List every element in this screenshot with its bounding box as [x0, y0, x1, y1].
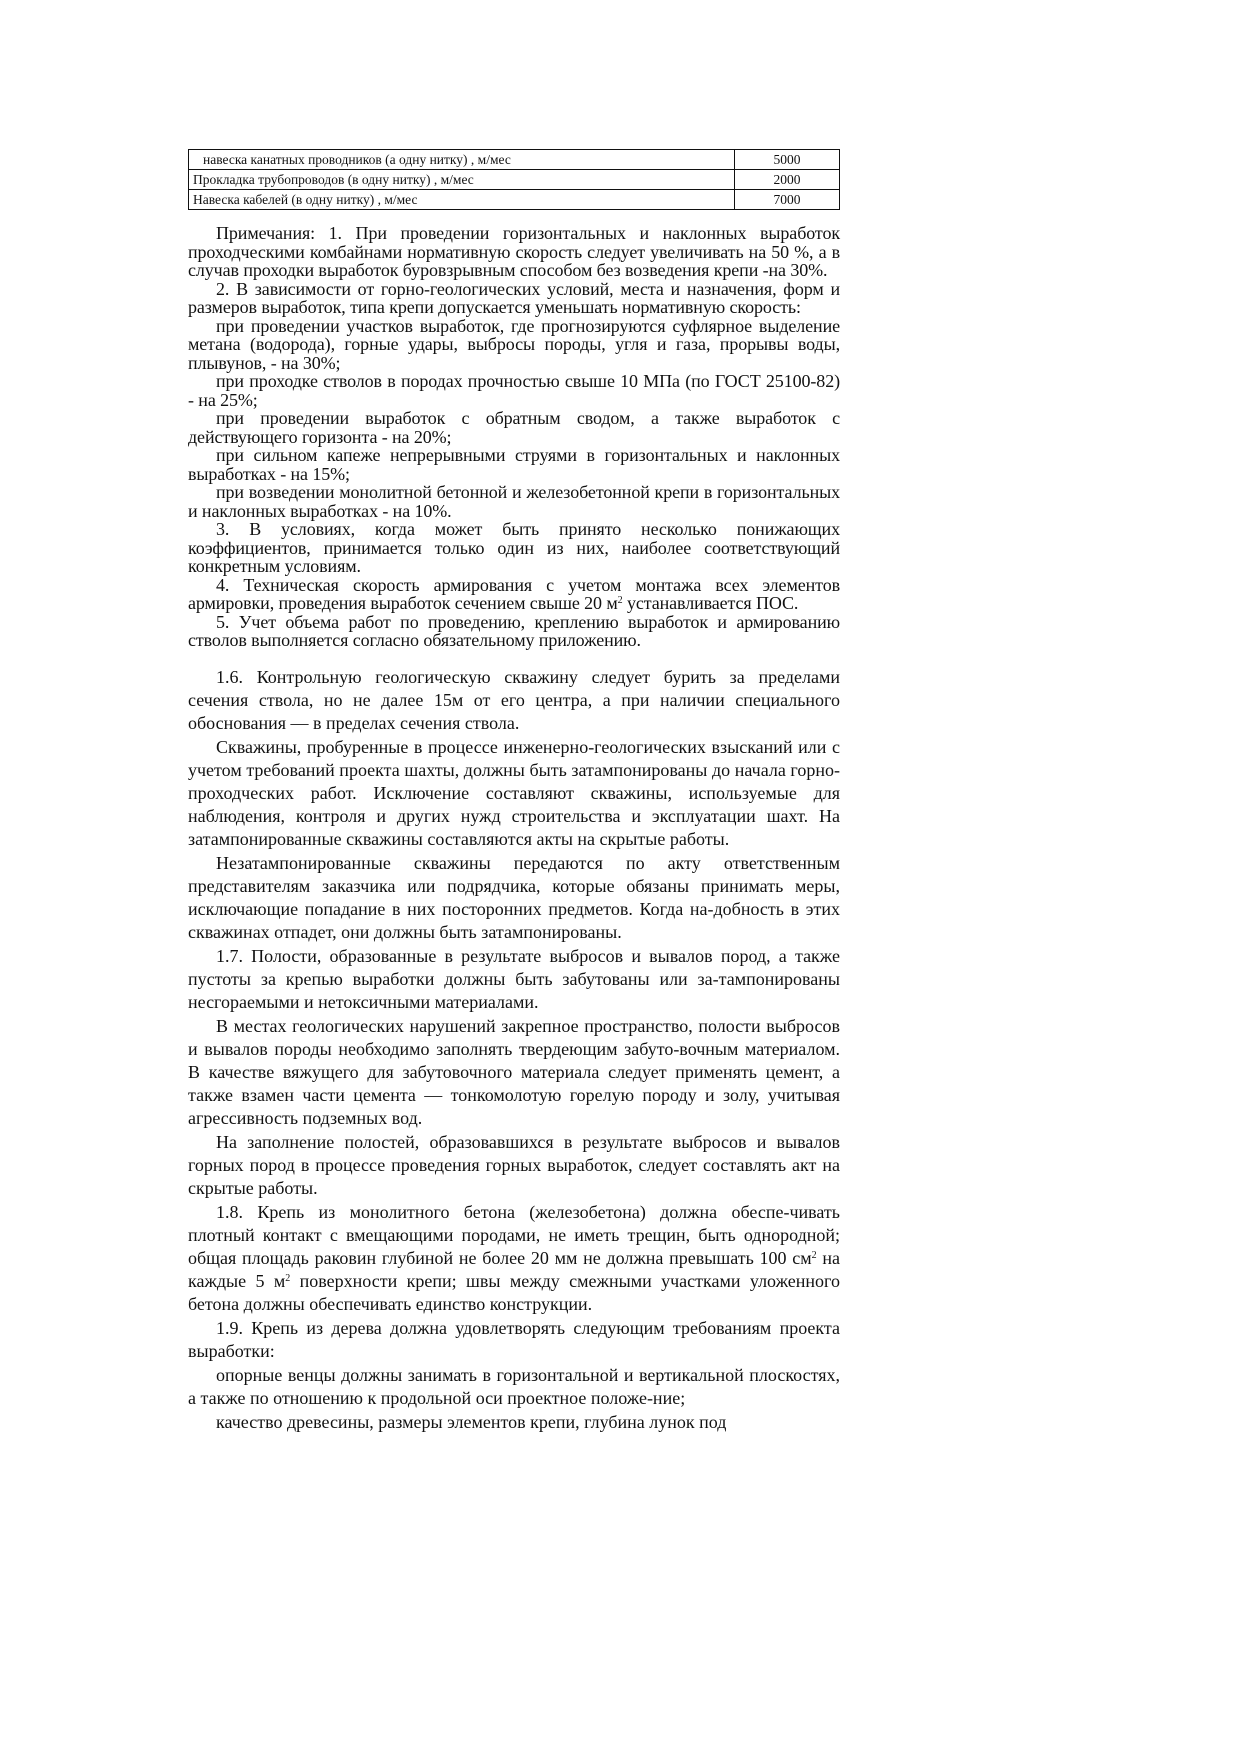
table-cell-value: 7000	[735, 190, 840, 210]
note-paragraph: при проходке стволов в породах прочностью свыше 10 МПа (по ГОСТ 25100-82) - на 25%;	[188, 371, 840, 410]
superscript: 2	[617, 595, 623, 606]
body-paragraph: На заполнение полостей, образовавшихся в результате выбросов и вывалов горных пород в процессе проведения горных выработок, следует составлять акт на скрытые работы.	[188, 1131, 840, 1198]
body-text: на каждые 5 м	[188, 1247, 840, 1291]
table-row	[189, 190, 840, 210]
body-paragraph: качество древесины, размеры элементов крепи, глубина лунок под	[216, 1411, 727, 1432]
page-content	[188, 149, 840, 1435]
body-paragraph: Незатампонированные скважины передаются по акту ответственным представителям заказчика или подрядчика, которые обязаны принимать меры, исключающие попадание в них посторонних предметов. Когда на-добность в этих скважинах отпадет, они должны быть затампонированы.	[188, 852, 840, 942]
body-paragraph: 1.6. Контрольную геологическую скважину следует бурить за пределами сечения ствола, но не далее 15м от его центра, а при наличии специального обоснования — в пределах сечения ствола.	[188, 666, 840, 733]
note-paragraph: 3. В условиях, когда может быть принято несколько понижающих коэффициентов, принимается только один из них, наиболее соответствующий конкретным условиям.	[188, 519, 840, 576]
body-text: поверхности крепи; швы между смежными участками уложенного бетона должны обеспечивать единство конструкции.	[188, 1270, 840, 1314]
note-text: 4. Техническая скорость армирования с учетом монтажа всех элементов армировки, проведения выработок сечением свыше 20 м	[188, 574, 840, 613]
note-paragraph: 5. Учет объема работ по проведению, креплению выработок и армированию стволов выполняется согласно обязательному приложению.	[188, 611, 840, 650]
body-text: 1.8. Крепь из монолитного бетона (железобетона) должна обеспе-чивать плотный контакт с вмещающими породами, не иметь трещин, быть однородной; общая площадь раковин глубиной не более 20 мм не должна превышать 100 см	[188, 1201, 840, 1268]
table-cell-value: 2000	[735, 170, 840, 190]
superscript: 2	[811, 1249, 817, 1261]
table-cell-value: 5000	[735, 150, 840, 170]
note-paragraph: Примечания: 1. При проведении горизонтальных и наклонных выработок проходческими комбайнами нормативную скорость следует увеличивать на 50 %, а в случав проходки выработок буровзрывным способом без возведения крепи -на 30%.	[188, 223, 840, 280]
norms-table	[188, 149, 840, 210]
table-cell-label: Навеска кабелей (в одну нитку) , м/мес	[189, 190, 735, 210]
body-paragraph: опорные венцы должны занимать в горизонтальной и вертикальной плоскостях, а также по отношению к продольной оси проектное положе-ние;	[188, 1364, 840, 1408]
note-paragraph: при проведении участков выработок, где прогнозируются суфлярное выделение метана (водорода), горные удары, выбросы породы, угля и газа, прорывы воды, плывунов, - на 30%;	[188, 315, 840, 373]
body-paragraph	[188, 1201, 840, 1316]
body-paragraph: В местах геологических нарушений закрепное пространство, полости выбросов и вывалов породы необходимо заполнять твердеющим забуто-вочным материалом. В качестве вяжущего для забутовочного материала следует применять цемент, а также взамен части цемента — тонкомолотую горелую породу и золу, учитывая агрессивность подземных вод.	[188, 1015, 840, 1128]
note-paragraph	[188, 576, 840, 613]
body-section	[188, 666, 840, 1434]
note-text: устанавливается ПОС.	[622, 593, 799, 613]
note-paragraph: 2. В зависимости от горно-геологических условий, места и назначения, форм и размеров выработок, типа крепи допускается уменьшать нормативную скорость:	[188, 278, 840, 317]
body-paragraph: 1.9. Крепь из дерева должна удовлетворять следующим требованиям проекта выработки:	[188, 1317, 840, 1361]
table-row	[189, 150, 840, 170]
superscript: 2	[285, 1272, 291, 1284]
table-cell-label: Прокладка трубопроводов (в одну нитку) , м/мес	[189, 170, 735, 190]
table-row	[189, 170, 840, 190]
note-paragraph: при сильном капеже непрерывными струями в горизонтальных и наклонных выработках - на 15%;	[188, 445, 840, 484]
note-paragraph: при возведении монолитной бетонной и железобетонной крепи в горизонтальных и наклонных выработках - на 10%.	[188, 482, 840, 521]
body-paragraph: Скважины, пробуренные в процессе инженерно-геологических взысканий или с учетом требований проекта шахты, должны быть затампонированы до начала горно-проходческих работ. Исключение составляют скважины, используемые для наблюдения, контроля и других нужд строительства и эксплуатации шахт. На затампонированные скважины составляются акты на скрытые работы.	[188, 736, 840, 849]
body-paragraph: 1.7. Полости, образованные в результате выбросов и вывалов пород, а также пустоты за крепью выработки должны быть забутованы или за-тампонированы несгораемыми и нетоксичными материалами.	[188, 945, 840, 1012]
table-cell-label: навеска канатных проводников (а одну нитку) , м/мес	[189, 150, 735, 170]
notes-section	[188, 224, 840, 650]
note-paragraph: при проведении выработок с обратным сводом, а также выработок с действующего горизонта - на 20%;	[188, 408, 840, 447]
